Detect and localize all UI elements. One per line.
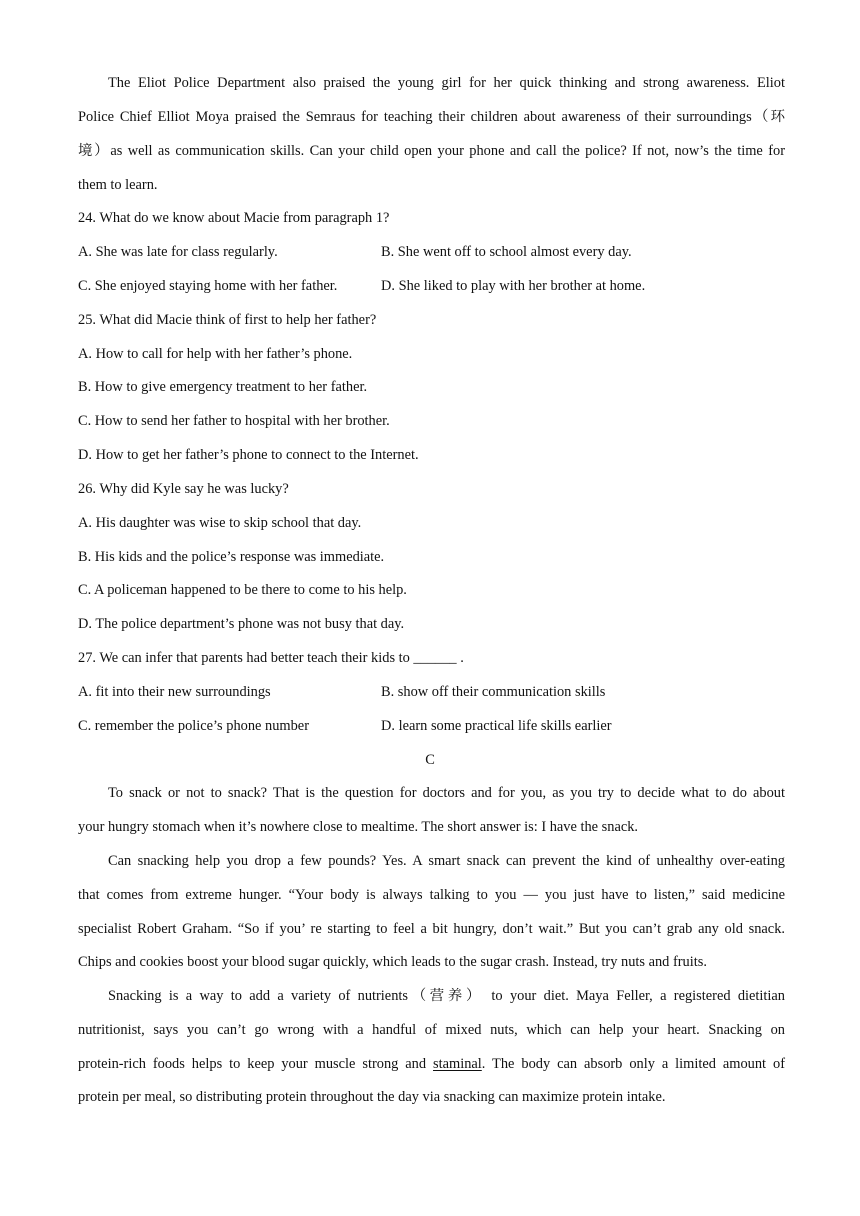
text-line — [78, 1054, 785, 1074]
question-stem: 25. What did Macie think of first to help her father? — [78, 312, 377, 328]
option-a: A. His daughter was wise to skip school that day. — [78, 515, 362, 531]
text-line: specialist Robert Graham. “So if you’ re starting to feel a bit hungry, don’t wait.” But you can’t grab any old snack. — [78, 921, 785, 937]
option-d: D. She liked to play with her brother at home. — [381, 278, 646, 294]
option-b: B. She went off to school almost every day. — [381, 244, 632, 260]
text-line: Police Chief Elliot Moya praised the Semraus for teaching their children about awareness of their surroundings（环 — [78, 109, 785, 125]
option-a: A. How to call for help with her father’s phone. — [78, 346, 353, 362]
question-stem: 27. We can infer that parents had better teach their kids to ______ . — [78, 650, 464, 666]
text-line: that comes from extreme hunger. “Your body is always talking to you — you just have to listen,” said medicine — [78, 887, 785, 903]
text-run: . The body can absorb only a limited amount of — [481, 1056, 785, 1072]
text-run: protein-rich foods helps to keep your muscle strong and — [78, 1056, 434, 1072]
text-line: To snack or not to snack? That is the question for doctors and for you, as you try to decide what to do about — [108, 785, 785, 801]
question-stem: 24. What do we know about Macie from paragraph 1? — [78, 210, 390, 226]
option-a: A. fit into their new surroundings — [78, 684, 271, 700]
text-line: The Eliot Police Department also praised the young girl for her quick thinking and strong awareness. Eliot — [108, 75, 785, 91]
text-line: them to learn. — [78, 177, 158, 193]
option-c: C. A policeman happened to be there to come to his help. — [78, 582, 407, 598]
option-c: C. remember the police’s phone number — [78, 718, 309, 734]
option-d: D. learn some practical life skills earlier — [381, 718, 612, 734]
text-line: your hungry stomach when it’s nowhere close to mealtime. The short answer is: I have the snack. — [78, 819, 639, 835]
option-b: B. show off their communication skills — [381, 684, 606, 700]
option-b: B. His kids and the police’s response was immediate. — [78, 549, 385, 565]
option-c: C. She enjoyed staying home with her father. — [78, 278, 338, 294]
option-d: D. How to get her father’s phone to connect to the Internet. — [78, 447, 419, 463]
option-a: A. She was late for class regularly. — [78, 244, 278, 260]
underlined-word: staminal — [433, 1056, 482, 1072]
question-stem: 26. Why did Kyle say he was lucky? — [78, 481, 289, 497]
option-c: C. How to send her father to hospital with her brother. — [78, 413, 390, 429]
text-line: Chips and cookies boost your blood sugar quickly, which leads to the sugar crash. Instead, try nuts and fruits. — [78, 954, 707, 970]
section-heading: C — [425, 752, 435, 768]
option-d: D. The police department’s phone was not busy that day. — [78, 616, 405, 632]
option-b: B. How to give emergency treatment to her father. — [78, 379, 368, 395]
text-line: protein per meal, so distributing protein throughout the day via snacking can maximize protein intake. — [78, 1089, 666, 1105]
text-line: nutritionist, says you can’t go wrong with a handful of mixed nuts, which can help your heart. Snacking on — [78, 1022, 785, 1038]
text-line: Can snacking help you drop a few pounds? Yes. A smart snack can prevent the kind of unhealthy over-eating — [108, 853, 785, 869]
text-line: Snacking is a way to add a variety of nutrients（营养） to your diet. Maya Feller, a registered dietitian — [108, 988, 785, 1004]
text-line: 境）as well as communication skills. Can your child open your phone and call the police? If not, now’s the time for — [78, 143, 785, 159]
